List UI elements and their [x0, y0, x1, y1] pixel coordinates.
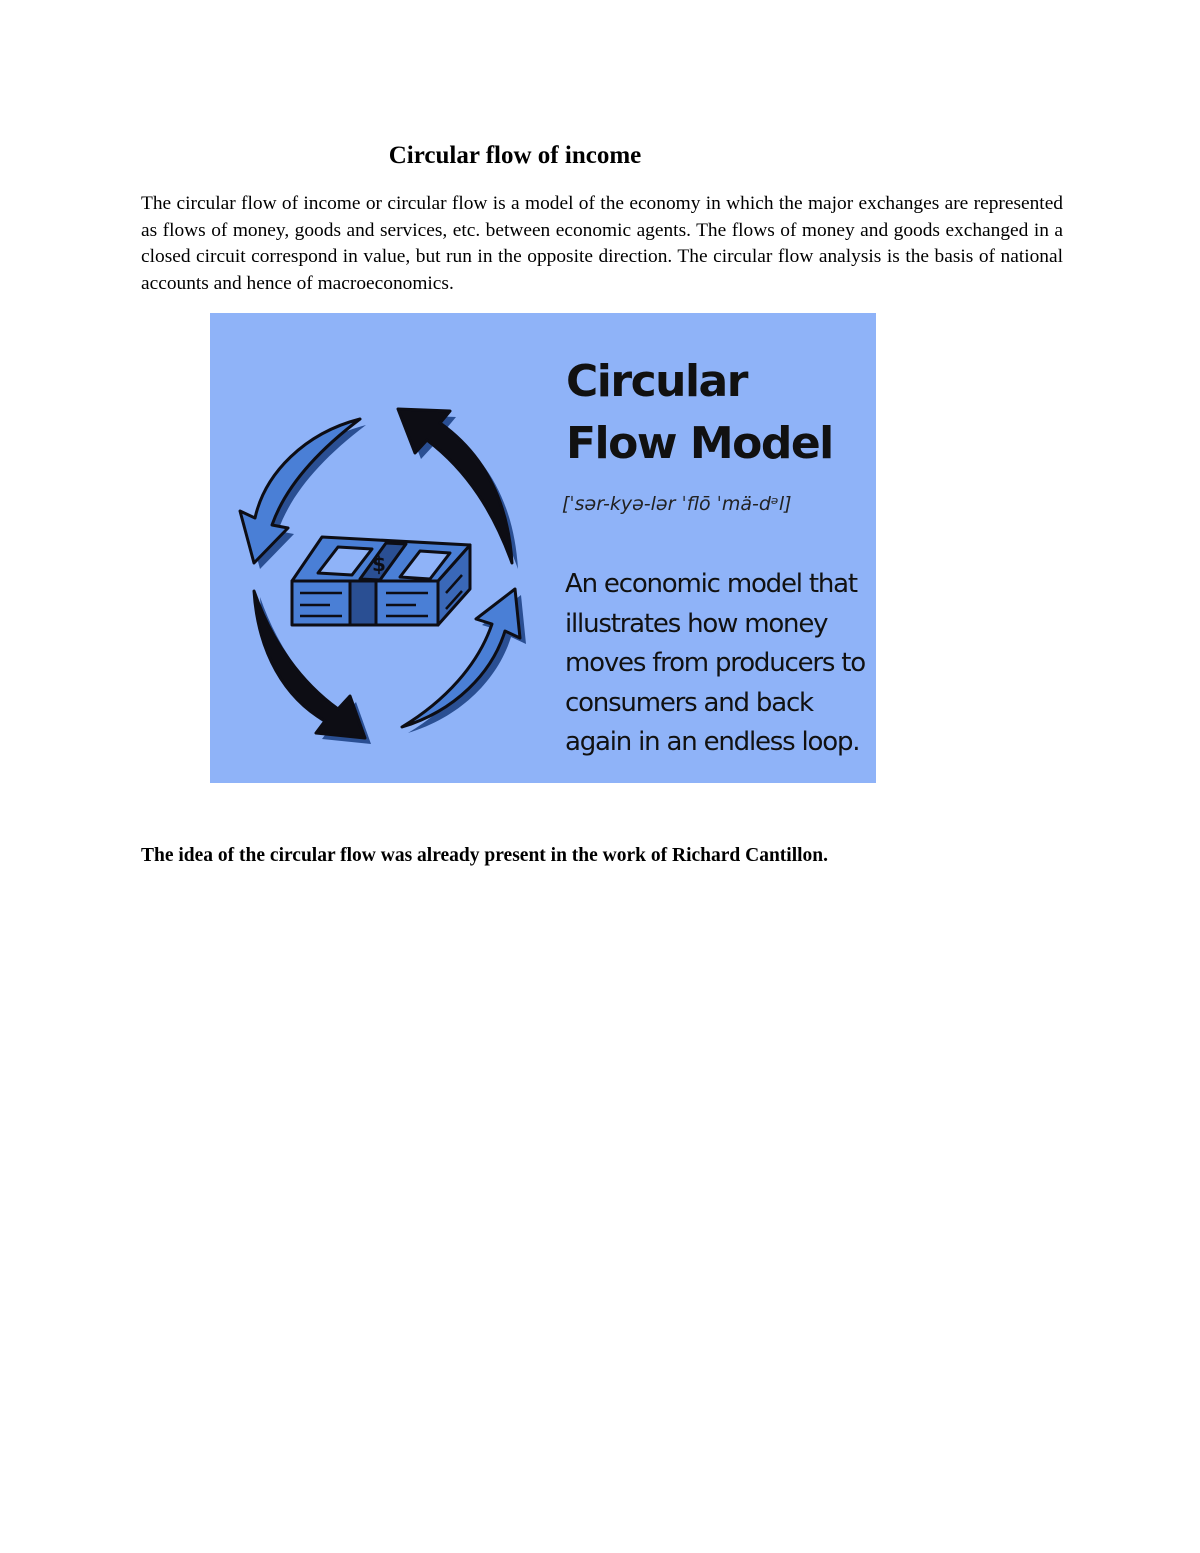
document-title: Circular flow of income — [388, 142, 642, 169]
figure-heading: Circular Flow Model — [566, 356, 833, 469]
closing-sentence: The idea of the circular flow was already present in the work of Richard Cantillon. — [141, 845, 829, 866]
svg-text:$: $ — [372, 552, 386, 576]
money-stack-icon — [292, 537, 470, 625]
figure-description: An economic model that illustrates how money moves from producers to consumers and back again in an endless loop. — [565, 569, 866, 757]
intro-paragraph: The circular flow of income or circular flow is a model of the economy in which the major exchanges are represented as flows of money, goods and services, etc. between economic agents. The flows of money and goods exchanged in a closed circuit correspond in value, but run in the opposite direction. The circular flow analysis is the basis of national accounts and hence of macroeconomics. — [141, 193, 1063, 294]
circular-flow-figure — [210, 313, 876, 783]
figure-phonetic: [ˈsər-kyə-lər ˈflō ˈmä-dᵊl] — [562, 493, 792, 515]
